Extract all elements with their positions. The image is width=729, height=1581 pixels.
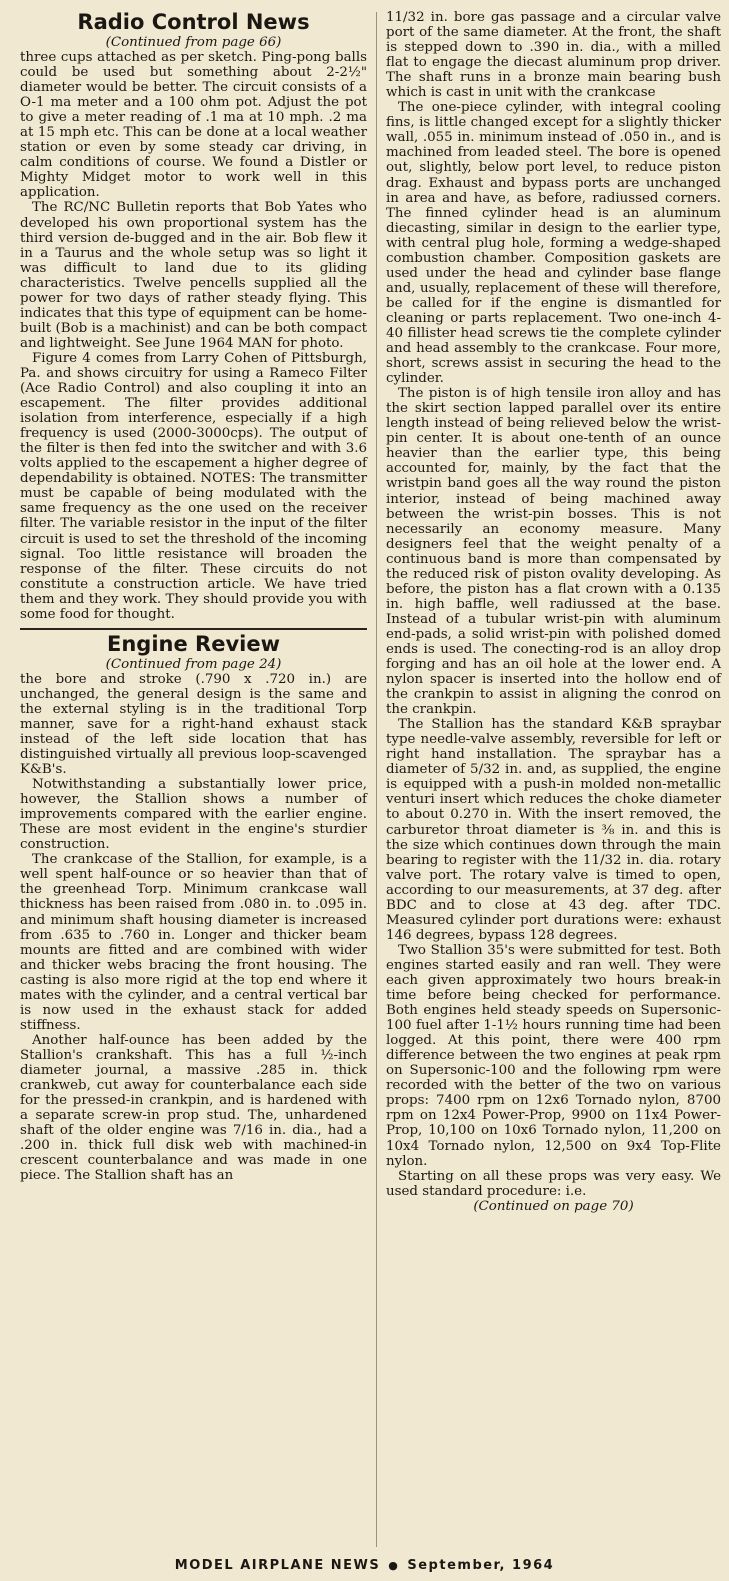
continued-on-note: (Continued on page 70) bbox=[473, 1198, 634, 1214]
engine-review-heading: Engine Review bbox=[107, 631, 280, 656]
page-footer bbox=[0, 1555, 729, 1575]
engine-review-paragraph: The Stallion has the standard K&B spraybar type needle-valve assembly, reversible for left or right hand installation. The spraybar has a diameter of 5/32 in. and, as supplied, the engine is equipped with a push-in molded non-metallic venturi insert which reduces the choke diameter to about 0.270 in. With the insert removed, the carburetor throat diameter is ⅜ in. and this is the size which continues down through the main bearing to register with the 11/32 in. dia. rotary valve port. The rotary valve is timed to open, according to our measurements, at 37 deg. after BDC and to close at 43 deg. after TDC. Measured cylinder port durations were: exhaust 146 degrees, bypass 128 degrees. bbox=[386, 717, 721, 943]
engine-review-paragraph: Starting on all these props was very easy. We used standard procedure: i.e. bbox=[386, 1168, 721, 1199]
engine-review-paragraph: The one-piece cylinder, with integral cooling fins, is little changed except for a slightly thicker wall, .055 in. minimum instead of .050 in., and is machined from leaded steel. The bore is opened out, slightly, below port level, to reduce piston drag. Exhaust and bypass ports are unchanged in area and have, as before, radiussed corners. The finned cylinder head is an aluminum diecasting, similar in design to the earlier type, with central plug hole, forming a wedge-shaped combustion chamber. Composition gaskets are used under the head and cylinder base flange and, usually, replacement of these will therefore, be called for if the engine is dismantled for cleaning or parts replacement. Two one-inch 4-40 fillister head screws tie the complete cylinder and head assembly to the crankcase. Four more, short, screws assist in securing the head to the cylinder. bbox=[386, 100, 721, 387]
engine-review-paragraph: the bore and stroke (.790 x .720 in.) are unchanged, the general design is the same and the external styling is in the traditional Torp manner, save for a right-hand exhaust stack instead of the left side location that has distinguished virtually all previous loop-scavenged K&B's. bbox=[20, 671, 367, 778]
radio-control-continued-note: (Continued from page 66) bbox=[105, 35, 282, 50]
engine-review-paragraph: The crankcase of the Stallion, for example, is a well spent half-ounce or so heavier than that of the greenhead Torp. Minimum crankcase wall thickness has been raised from .080 in. to .095 in. and minimum shaft housing diameter is increased from .635 to .760 in. Longer and thicker beam mounts are fitted and are combined with wider and thicker webs bracing the front housing. The casting is also more rigid at the top end where it mates with the cylinder, and a central vertical bar is now used in the exhaust stack for added stiffness. bbox=[20, 852, 367, 1033]
engine-review-paragraph: Notwithstanding a substantially lower price, however, the Stallion shows a number of improvements compared with the earlier engine. These are most evident in the engine's sturdier construction. bbox=[20, 777, 367, 853]
engine-review-paragraph: The piston is of high tensile iron alloy and has the skirt section lapped parallel over its entire length instead of being relieved below the wrist-pin center. It is about one-tenth of an ounce heavier than the earlier type, this being accounted for, mainly, by the fact that the wristpin band goes all the way round the piston interior, instead of being machined away between the wrist-pin bosses. This is not necessarily an economy measure. Many designers feel that the weight penalty of a continuous band is more than compensated by the reduced risk of piston ovality developing. As before, the piston has a flat crown with a 0.135 in. high baffle, well radiussed at the base. Instead of a tubular wrist-pin with aluminum end-pads, a solid wrist-pin with polished domed ends is used. The conecting-rod is an alloy drop forging and has an oil hole at the lower end. A nylon spacer is inserted into the hollow end of the crankpin to assist in aligning the conrod on the crankpin. bbox=[386, 386, 721, 718]
radio-control-paragraph: The RC/NC Bulletin reports that Bob Yates who developed his own proportional system has the third version de-bugged and in the air. Bob flew it in a Taurus and the whole setup was so light it was difficult to land due to its gliding characteristics. Twelve pencells supplied all the power for two days of rather steady flying. This indicates that this type of equipment can be home-built (Bob is a machinist) and can be both compact and lightweight. See June 1964 MAN for photo. bbox=[20, 200, 367, 351]
right-column bbox=[386, 10, 721, 1214]
radio-control-paragraph: three cups attached as per sketch. Ping-pong balls could be used but something about 2-2½" diameter would be better. The circuit consists of a O-1 ma meter and a 100 ohm pot. Adjust the pot to give a meter reading of .1 ma at 10 mph. .2 ma at 15 mph etc. This can be done at a local weather station or even by some steady car driving, in calm conditions of course. We found a Distler or Mighty Midget motor to work well in this application. bbox=[20, 50, 367, 201]
column-divider bbox=[376, 12, 377, 1547]
footer-bullet: ● bbox=[388, 1558, 400, 1572]
magazine-name: MODEL AIRPLANE NEWS bbox=[174, 1557, 381, 1573]
engine-review-paragraph: Two Stallion 35's were submitted for test. Both engines started easily and ran well. They were each given approximately two hours break-in time before being checked for performance. Both engines held steady speeds on Supersonic-100 fuel after 1-1½ hours running time had been logged. At this point, there were 400 rpm difference between the two engines at peak rpm on Supersonic-100 and the following rpm were recorded with the better of the two on various props: 7400 rpm on 12x6 Tornado nylon, 8700 rpm on 12x4 Power-Prop, 9900 on 11x4 Power-Prop, 10,100 on 10x6 Tornado nylon, 11,200 on 10x4 Tornado nylon, 12,500 on 9x4 Top-Flite nylon. bbox=[386, 942, 721, 1169]
section-divider bbox=[20, 628, 367, 630]
engine-review-paragraph: Another half-ounce has been added by the Stallion's crankshaft. This has a full ½-inch diameter journal, a massive .285 in. thick crankweb, cut away for counterbalance each side for the pressed-in crankpin, and is hardened with a separate screw-in prop stud. The, unhardened shaft of the older engine was 7/16 in. dia., had a .200 in. thick full disk web with machined-in crescent counterbalance and was made in one piece. The Stallion shaft has an bbox=[20, 1032, 367, 1184]
engine-review-paragraph: 11/32 in. bore gas passage and a circular valve port of the same diameter. At the front, the shaft is stepped down to .390 in. dia., with a milled flat to engage the diecast aluminum prop driver. The shaft runs in a bronze main bearing bush which is cast in unit with the crankcase bbox=[386, 10, 721, 101]
radio-control-heading: Radio Control News bbox=[77, 10, 310, 34]
left-column bbox=[20, 10, 367, 1183]
radio-control-paragraph: Figure 4 comes from Larry Cohen of Pittsburgh, Pa. and shows circuitry for using a Rameco Filter (Ace Radio Control) and also coupling it into an escapement. The filter provides additional isolation from interference, especially if a high frequency is used (2000-3000cps). The output of the filter is then fed into the switcher and with 3.6 volts applied to the escapement a higher degree of dependability is obtained. NOTES: The transmitter must be capable of being modulated with the same frequency as the one used on the receiver filter. The variable resistor in the input of the filter circuit is used to set the threshold of the incoming signal. Too little resistance will broaden the response of the filter. These circuits do not constitute a construction article. We have tried them and they work. They should provide you with some food for thought. bbox=[20, 350, 367, 622]
issue-date: September, 1964 bbox=[407, 1557, 555, 1573]
engine-review-continued-note: (Continued from page 24) bbox=[105, 656, 282, 672]
